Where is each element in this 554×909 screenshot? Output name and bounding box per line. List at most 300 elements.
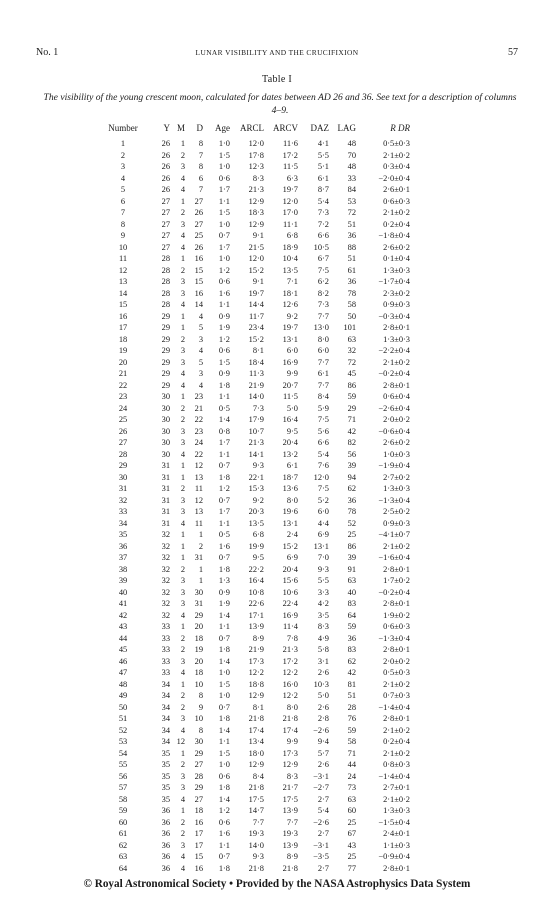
cell-month: 1	[180, 323, 185, 332]
cell-r-dr: 0·2±0·4	[383, 737, 410, 746]
column-header-month: M	[176, 123, 185, 133]
cell-age: 1·5	[218, 748, 230, 758]
cell-arcl: 9·5	[252, 553, 264, 562]
cell-r-dr: −0·9±0·4	[378, 852, 410, 861]
cell-number: 46	[118, 656, 128, 666]
cell-month: 4	[180, 852, 185, 861]
cell-month: 4	[180, 185, 185, 194]
cell-arcl: 21·8	[248, 714, 264, 723]
cell-daz: 7·7	[317, 311, 329, 321]
cell-age: 1·1	[218, 300, 230, 309]
cell-daz: 6·0	[317, 507, 329, 516]
cell-lag: 42	[347, 426, 356, 436]
cell-r-dr: 1·3±0·3	[383, 806, 410, 815]
cell-month: 4	[180, 668, 185, 677]
cell-arcl: 15·2	[248, 265, 264, 275]
cell-day: 29	[194, 748, 203, 758]
cell-r-dr: 2·7±0·1	[383, 783, 410, 792]
cell-arcl: 8·3	[252, 173, 264, 183]
cell-arcl: 21·8	[248, 863, 264, 873]
cell-year: 30	[161, 438, 170, 447]
cell-number: 18	[118, 334, 128, 344]
cell-arcv: 17·4	[282, 725, 298, 735]
cell-number: 20	[118, 357, 128, 367]
cell-r-dr: 2·1±0·2	[383, 679, 410, 689]
cell-year: 29	[161, 323, 170, 332]
cell-age: 1·7	[218, 507, 230, 516]
cell-daz: 8·7	[317, 185, 329, 194]
cell-day: 25	[194, 231, 203, 240]
cell-age: 0·7	[218, 852, 230, 861]
cell-age: 1·0	[218, 219, 230, 229]
cell-number: 64	[118, 863, 128, 873]
cell-year: 30	[161, 392, 170, 401]
cell-day: 10	[194, 679, 203, 689]
table-row	[104, 276, 410, 288]
table-row	[104, 541, 410, 553]
cell-year: 27	[161, 219, 170, 229]
table-row	[104, 173, 410, 185]
cell-month: 3	[180, 162, 185, 171]
cell-arcl: 6·8	[252, 530, 264, 539]
cell-year: 27	[161, 196, 170, 206]
cell-year: 30	[161, 403, 170, 413]
cell-age: 1·2	[218, 265, 230, 275]
cell-arcl: 8·4	[252, 771, 264, 781]
cell-number: 36	[118, 541, 128, 551]
cell-number: 57	[118, 783, 128, 792]
cell-lag: 86	[347, 541, 356, 551]
cell-month: 2	[180, 691, 185, 700]
cell-lag: 81	[347, 679, 356, 689]
cell-daz: 7·7	[317, 380, 329, 390]
cell-day: 27	[194, 760, 203, 769]
cell-day: 9	[198, 702, 203, 712]
cell-arcv: 21·7	[282, 783, 298, 792]
cell-arcl: 17·8	[248, 150, 264, 160]
cell-arcl: 23·4	[248, 323, 264, 332]
cell-daz: 3·3	[317, 587, 329, 597]
cell-arcv: 16·4	[282, 415, 298, 424]
cell-arcv: 19·3	[282, 829, 298, 838]
cell-number: 53	[118, 737, 128, 746]
cell-year: 32	[161, 553, 170, 562]
cell-day: 30	[194, 587, 203, 597]
cell-day: 29	[194, 610, 203, 620]
cell-r-dr: −1·3±0·4	[378, 495, 410, 505]
cell-arcv: 13·6	[282, 484, 298, 493]
cell-daz: −2·7	[313, 783, 329, 792]
table-row	[104, 460, 410, 472]
cell-age: 1·0	[218, 760, 230, 769]
cell-lag: 83	[347, 645, 356, 654]
cell-arcl: 7·7	[252, 817, 264, 827]
cell-arcl: 17·1	[248, 610, 264, 620]
cell-daz: 2·7	[317, 829, 329, 838]
cell-age: 1·5	[218, 679, 230, 689]
cell-arcv: 12·9	[282, 760, 298, 769]
cell-year: 30	[161, 449, 170, 459]
table-row	[104, 380, 410, 392]
cell-year: 29	[161, 346, 170, 355]
cell-arcv: 12·0	[282, 196, 298, 206]
table-row	[104, 242, 410, 254]
cell-arcv: 13·9	[282, 806, 298, 815]
column-header-r-dr: R DR	[390, 123, 410, 133]
cell-arcv: 19·6	[282, 507, 298, 516]
table-row	[104, 598, 410, 610]
cell-lag: 25	[347, 852, 356, 861]
cell-arcl: 14·1	[248, 449, 264, 459]
cell-number: 17	[118, 323, 128, 332]
cell-arcl: 15·3	[248, 484, 264, 493]
cell-arcl: 22·1	[248, 472, 264, 482]
cell-daz: 7·3	[317, 208, 329, 217]
column-header-number: Number	[108, 123, 138, 133]
cell-arcl: 14·0	[248, 392, 264, 401]
cell-r-dr: 0·7±0·3	[383, 691, 410, 700]
cell-number: 49	[118, 691, 128, 700]
cell-arcl: 7·3	[252, 403, 264, 413]
cell-arcv: 10·6	[282, 587, 298, 597]
cell-age: 1·3	[218, 576, 230, 585]
visibility-table	[104, 121, 410, 874]
cell-lag: 42	[347, 668, 356, 677]
cell-year: 36	[161, 817, 170, 827]
cell-arcv: 17·2	[282, 656, 298, 666]
table-row	[104, 564, 410, 576]
cell-age: 0·6	[218, 277, 230, 286]
cell-number: 29	[118, 461, 128, 470]
cell-year: 29	[161, 334, 170, 344]
cell-arcv: 13·5	[282, 265, 298, 275]
cell-number: 16	[118, 311, 128, 321]
table-row	[104, 414, 410, 426]
cell-day: 14	[194, 300, 203, 309]
cell-arcv: 9·9	[286, 369, 298, 378]
cell-arcl: 12·3	[248, 162, 264, 171]
cell-age: 0·8	[218, 426, 230, 436]
cell-number: 54	[118, 748, 128, 758]
cell-lag: 70	[347, 150, 356, 160]
cell-age: 1·1	[218, 840, 230, 850]
cell-year: 28	[161, 288, 170, 298]
cell-r-dr: 0·9±0·3	[383, 518, 410, 528]
table-header-row	[104, 121, 410, 138]
cell-age: 1·1	[218, 737, 230, 746]
cell-number: 15	[118, 300, 128, 309]
cell-number: 30	[118, 472, 128, 482]
cell-number: 47	[118, 668, 128, 677]
cell-arcv: 22·4	[282, 599, 298, 608]
cell-number: 24	[118, 403, 128, 413]
cell-month: 1	[180, 311, 185, 321]
cell-r-dr: −1·7±0·4	[378, 277, 410, 286]
cell-lag: 40	[347, 587, 356, 597]
cell-r-dr: 1·0±0·3	[383, 449, 410, 459]
cell-number: 12	[118, 265, 128, 275]
cell-number: 31	[118, 484, 128, 493]
cell-month: 3	[180, 288, 185, 298]
running-header	[36, 47, 518, 61]
cell-year: 29	[161, 357, 170, 367]
cell-lag: 56	[347, 449, 356, 459]
cell-lag: 58	[347, 300, 356, 309]
cell-month: 3	[180, 357, 185, 367]
cell-year: 32	[161, 610, 170, 620]
cell-day: 18	[194, 806, 203, 815]
cell-age: 1·6	[218, 288, 230, 298]
table-row	[104, 184, 410, 196]
cell-lag: 25	[347, 530, 356, 539]
cell-lag: 39	[347, 553, 356, 562]
cell-age: 1·0	[218, 691, 230, 700]
cell-daz: −2·6	[313, 817, 329, 827]
cell-day: 8	[198, 725, 203, 735]
cell-r-dr: 0·6±0·3	[383, 622, 410, 631]
cell-number: 39	[118, 576, 128, 585]
cell-arcl: 21·5	[248, 242, 264, 252]
cell-day: 5	[198, 323, 203, 332]
cell-day: 3	[198, 334, 203, 344]
cell-daz: 7·3	[317, 300, 329, 309]
cell-number: 50	[118, 702, 128, 712]
cell-age: 0·5	[218, 403, 230, 413]
cell-day: 21	[194, 403, 203, 413]
cell-arcv: 13·1	[282, 334, 298, 344]
cell-number: 38	[118, 564, 128, 574]
cell-day: 13	[194, 507, 203, 516]
cell-age: 1·4	[218, 725, 230, 735]
cell-arcv: 12·2	[282, 691, 298, 700]
cell-daz: 4·9	[317, 633, 329, 643]
cell-lag: 63	[347, 794, 356, 804]
cell-age: 1·8	[218, 380, 230, 390]
cell-arcl: 8·1	[252, 346, 264, 355]
cell-lag: 84	[347, 185, 356, 194]
cell-lag: 59	[347, 725, 356, 735]
table-row	[104, 207, 410, 219]
cell-age: 0·9	[218, 311, 230, 321]
cell-arcl: 12·9	[248, 691, 264, 700]
cell-arcl: 21·8	[248, 783, 264, 792]
cell-arcv: 20·4	[282, 438, 298, 447]
cell-daz: −3·1	[313, 771, 329, 781]
cell-year: 31	[161, 495, 170, 505]
cell-number: 23	[118, 392, 128, 401]
cell-day: 4	[198, 380, 203, 390]
cell-arcv: 7·7	[286, 817, 298, 827]
cell-r-dr: 0·9±0·3	[383, 300, 410, 309]
cell-daz: 6·1	[317, 369, 329, 378]
cell-lag: 28	[347, 702, 356, 712]
cell-year: 30	[161, 415, 170, 424]
cell-daz: 5·2	[317, 495, 329, 505]
cell-number: 11	[118, 254, 128, 263]
cell-day: 5	[198, 357, 203, 367]
cell-age: 1·1	[218, 518, 230, 528]
cell-lag: 25	[347, 817, 356, 827]
table-row	[104, 495, 410, 507]
cell-r-dr: 0·8±0·3	[383, 760, 410, 769]
cell-age: 1·5	[218, 208, 230, 217]
cell-month: 1	[180, 541, 185, 551]
cell-year: 36	[161, 863, 170, 873]
cell-r-dr: 0·5±0·3	[383, 668, 410, 677]
cell-r-dr: −2·2±0·4	[378, 346, 410, 355]
cell-r-dr: 1·9±0·2	[383, 610, 410, 620]
cell-r-dr: 2·1±0·2	[383, 794, 410, 804]
cell-number: 51	[118, 714, 128, 723]
table-row	[104, 794, 410, 806]
table-row	[104, 219, 410, 231]
cell-day: 11	[194, 518, 203, 528]
cell-year: 33	[161, 656, 170, 666]
table-row	[104, 483, 410, 495]
column-header-daz: DAZ	[310, 123, 329, 133]
table-row	[104, 357, 410, 369]
cell-year: 31	[161, 484, 170, 493]
cell-r-dr: 2·0±0·2	[383, 656, 410, 666]
table-row	[104, 552, 410, 564]
cell-r-dr: 1·3±0·3	[383, 265, 410, 275]
cell-day: 19	[194, 645, 203, 654]
cell-daz: 5·4	[317, 196, 329, 206]
cell-age: 1·9	[218, 599, 230, 608]
cell-age: 1·1	[218, 622, 230, 631]
cell-age: 0·7	[218, 702, 230, 712]
cell-year: 34	[161, 737, 170, 746]
cell-number: 58	[118, 794, 128, 804]
cell-lag: 67	[347, 829, 356, 838]
cell-r-dr: 2·1±0·2	[383, 357, 410, 367]
cell-arcv: 8·9	[286, 852, 298, 861]
cell-month: 1	[180, 139, 185, 148]
cell-month: 2	[180, 702, 185, 712]
cell-month: 3	[180, 771, 185, 781]
cell-age: 1·0	[218, 668, 230, 677]
cell-age: 0·9	[218, 587, 230, 597]
cell-arcl: 19·9	[248, 541, 264, 551]
cell-month: 2	[180, 265, 185, 275]
cell-lag: 39	[347, 461, 356, 470]
table-row	[104, 391, 410, 403]
cell-arcv: 18·7	[282, 472, 298, 482]
cell-r-dr: 0·6±0·4	[383, 392, 410, 401]
cell-number: 25	[118, 415, 128, 424]
table-row	[104, 690, 410, 702]
cell-r-dr: 2·8±0·1	[383, 323, 410, 332]
cell-number: 4	[120, 173, 126, 183]
cell-lag: 76	[347, 714, 356, 723]
cell-year: 33	[161, 633, 170, 643]
cell-r-dr: 0·1±0·4	[383, 254, 410, 263]
column-header-arcl: ARCL	[239, 123, 264, 133]
cell-day: 1	[198, 576, 203, 585]
table-row	[104, 288, 410, 300]
cell-r-dr: 2·4±0·1	[383, 829, 410, 838]
table-row	[104, 863, 410, 875]
cell-day: 8	[198, 691, 203, 700]
table-row	[104, 345, 410, 357]
cell-number: 52	[118, 725, 128, 735]
cell-r-dr: 2·8±0·1	[383, 599, 410, 608]
cell-day: 4	[198, 311, 203, 321]
cell-daz: 5·5	[317, 576, 329, 585]
cell-day: 23	[194, 392, 203, 401]
cell-age: 0·6	[218, 817, 230, 827]
table-row	[104, 851, 410, 863]
cell-month: 4	[180, 518, 185, 528]
cell-year: 28	[161, 277, 170, 286]
cell-arcv: 10·4	[282, 254, 298, 263]
cell-arcl: 13·4	[248, 737, 264, 746]
cell-month: 3	[180, 277, 185, 286]
cell-day: 11	[194, 484, 203, 493]
table-row	[104, 265, 410, 277]
cell-daz: 3·1	[317, 656, 329, 666]
cell-arcv: 7·1	[286, 277, 298, 286]
cell-age: 1·8	[218, 783, 230, 792]
cell-month: 1	[180, 254, 185, 263]
table-row	[104, 311, 410, 323]
cell-lag: 48	[347, 162, 356, 171]
cell-arcl: 17·5	[248, 794, 264, 804]
cell-day: 16	[194, 288, 203, 298]
cell-month: 1	[180, 806, 185, 815]
cell-month: 3	[180, 587, 185, 597]
cell-year: 33	[161, 668, 170, 677]
cell-r-dr: −1·5±0·4	[378, 817, 410, 827]
cell-number: 41	[118, 599, 128, 608]
cell-arcl: 17·3	[248, 656, 264, 666]
table-row	[104, 253, 410, 265]
cell-age: 0·7	[218, 553, 230, 562]
cell-r-dr: 2·1±0·2	[383, 150, 410, 160]
cell-age: 1·7	[218, 438, 230, 447]
table-row	[104, 782, 410, 794]
cell-daz: 10·3	[313, 679, 329, 689]
cell-year: 34	[161, 725, 170, 735]
cell-daz: 6·6	[317, 438, 329, 447]
cell-number: 21	[118, 369, 128, 378]
cell-lag: 45	[347, 369, 356, 378]
cell-age: 0·7	[218, 495, 230, 505]
cell-number: 63	[118, 852, 128, 861]
cell-year: 31	[161, 518, 170, 528]
cell-month: 2	[180, 645, 185, 654]
table-row	[104, 161, 410, 173]
cell-number: 32	[118, 495, 128, 505]
cell-month: 4	[180, 242, 185, 252]
cell-year: 36	[161, 806, 170, 815]
cell-month: 1	[180, 461, 185, 470]
cell-age: 1·0	[218, 254, 230, 263]
cell-day: 12	[194, 461, 203, 470]
cell-daz: 6·6	[317, 231, 329, 240]
cell-lag: 62	[347, 484, 356, 493]
cell-number: 59	[118, 806, 128, 815]
cell-arcv: 9·5	[286, 426, 298, 436]
cell-daz: 10·5	[313, 242, 329, 252]
table-row	[104, 771, 410, 783]
cell-number: 2	[120, 150, 126, 160]
cell-daz: 8·2	[317, 288, 329, 298]
cell-arcl: 21·3	[248, 185, 264, 194]
cell-number: 26	[118, 426, 128, 436]
cell-r-dr: −2·6±0·4	[378, 403, 410, 413]
cell-year: 34	[161, 679, 170, 689]
